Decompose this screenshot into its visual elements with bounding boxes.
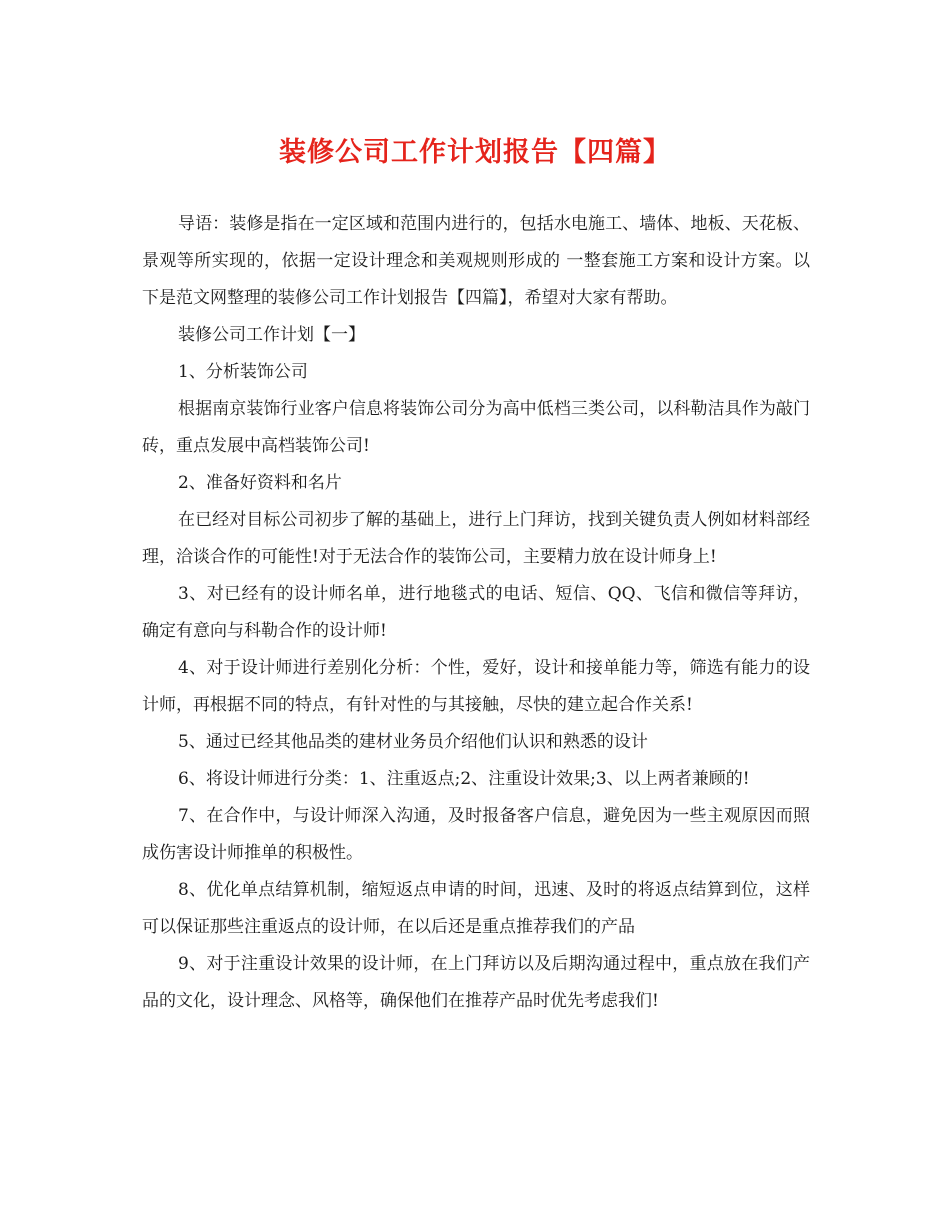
- list-item: 1、分析装饰公司: [178, 362, 308, 382]
- document-body: [142, 206, 810, 1020]
- list-item: 4、对于设计师进行差别化分析：个性，爱好，设计和接单能力等，筛选有能力的设计师，再根据不同的特点，有针对性的与其接触，尽快的建立起合作关系!: [142, 658, 810, 715]
- list-item: 8、优化单点结算机制，缩短返点申请的时间，迅速、及时的将返点结算到位，这样可以保证那些注重返点的设计师，在以后还是重点推荐我们的产品: [142, 880, 810, 937]
- paragraph-intro: 导语：装修是指在一定区域和范围内进行的，包括水电施工、墙体、地板、天花板、景观等所实现的，依据一定设计理念和美观规则形成的 一整套施工方案和设计方案。以下是范文网整理的装修公司工作计划报告【四篇】，希望对大家有帮助。: [142, 214, 810, 308]
- document-title: 装修公司工作计划报告【四篇】: [279, 137, 671, 168]
- list-item: 5、通过已经其他品类的建材业务员介绍他们认识和熟悉的设计: [178, 732, 648, 752]
- section-heading: 装修公司工作计划【一】: [178, 325, 365, 345]
- list-item: 3、对已经有的设计师名单，进行地毯式的电话、短信、QQ、飞信和微信等拜访，确定有意向与科勒合作的设计师!: [142, 584, 810, 641]
- list-item: 6、将设计师进行分类：1、注重返点;2、注重设计效果;3、以上两者兼顾的!: [178, 769, 750, 789]
- paragraph: 根据南京装饰行业客户信息将装饰公司分为高中低档三类公司，以科勒洁具作为敲门砖，重点发展中高档装饰公司!: [142, 399, 810, 456]
- paragraph: 在已经对目标公司初步了解的基础上，进行上门拜访，找到关键负责人例如材料部经理，洽谈合作的可能性!对于无法合作的装饰公司，主要精力放在设计师身上!: [142, 510, 810, 567]
- list-item: 2、准备好资料和名片: [178, 473, 342, 493]
- list-item: 9、对于注重设计效果的设计师，在上门拜访以及后期沟通过程中，重点放在我们产品的文化，设计理念、风格等，确保他们在推荐产品时优先考虑我们!: [142, 954, 810, 1011]
- list-item: 7、在合作中，与设计师深入沟通，及时报备客户信息，避免因为一些主观原因而照成伤害设计师推单的积极性。: [142, 806, 810, 863]
